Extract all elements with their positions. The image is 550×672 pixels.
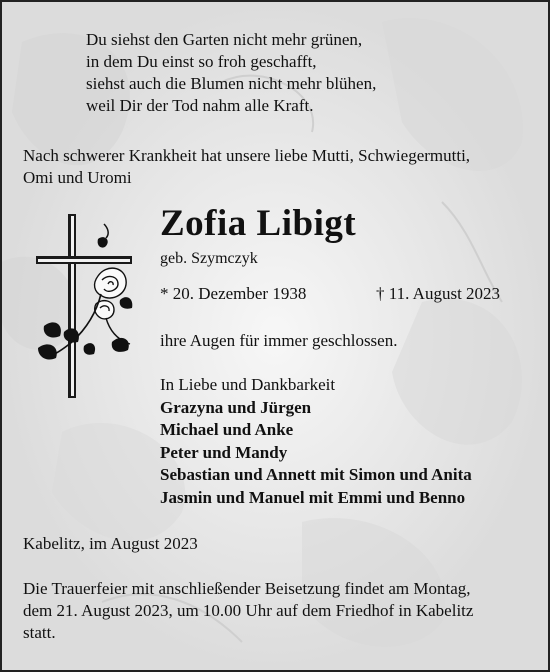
mourners-block — [160, 374, 472, 509]
mourner-family: Grazyna und Jürgen — [160, 397, 312, 417]
funeral-line: statt. — [23, 623, 56, 642]
funeral-info — [23, 578, 538, 644]
closing-phrase: ihre Augen für immer geschlossen. — [160, 331, 398, 350]
cross-with-rose-icon — [36, 214, 136, 399]
intro-line: Nach schwerer Krankheit hat unsere liebe Mutti, Schwiegermutti, — [23, 146, 471, 165]
deceased-name: Zofia Libigt — [160, 203, 357, 244]
poem-line: Du siehst den Garten nicht mehr grünen, — [86, 30, 363, 49]
mourners-heading: In Liebe und Dankbarkeit — [160, 375, 336, 394]
poem-line: weil Dir der Tod nahm alle Kraft. — [86, 96, 314, 115]
poem-line: siehst auch die Blumen nicht mehr blühen, — [86, 74, 377, 93]
place-date: Kabelitz, im August 2023 — [23, 534, 198, 553]
born-name: geb. Szymczyk — [160, 250, 258, 267]
mourner-family: Peter und Mandy — [160, 442, 288, 462]
death-date: † 11. August 2023 — [376, 284, 501, 303]
intro-line: Omi und Uromi — [23, 168, 132, 187]
mourner-family: Sebastian und Annett mit Simon und Anita — [160, 465, 472, 484]
funeral-line: Die Trauerfeier mit anschließender Beisetzung findet am Montag, — [23, 579, 471, 598]
poem — [86, 29, 376, 117]
poem-line: in dem Du einst so froh geschafft, — [86, 52, 317, 71]
funeral-line: dem 21. August 2023, um 10.00 Uhr auf dem Friedhof in Kabelitz — [23, 601, 474, 620]
intro-text — [23, 145, 533, 189]
birth-date: * 20. Dezember 1938 — [160, 284, 307, 303]
mourner-family: Jasmin und Manuel mit Emmi und Benno — [160, 487, 466, 507]
mourner-family: Michael und Anke — [160, 420, 294, 439]
